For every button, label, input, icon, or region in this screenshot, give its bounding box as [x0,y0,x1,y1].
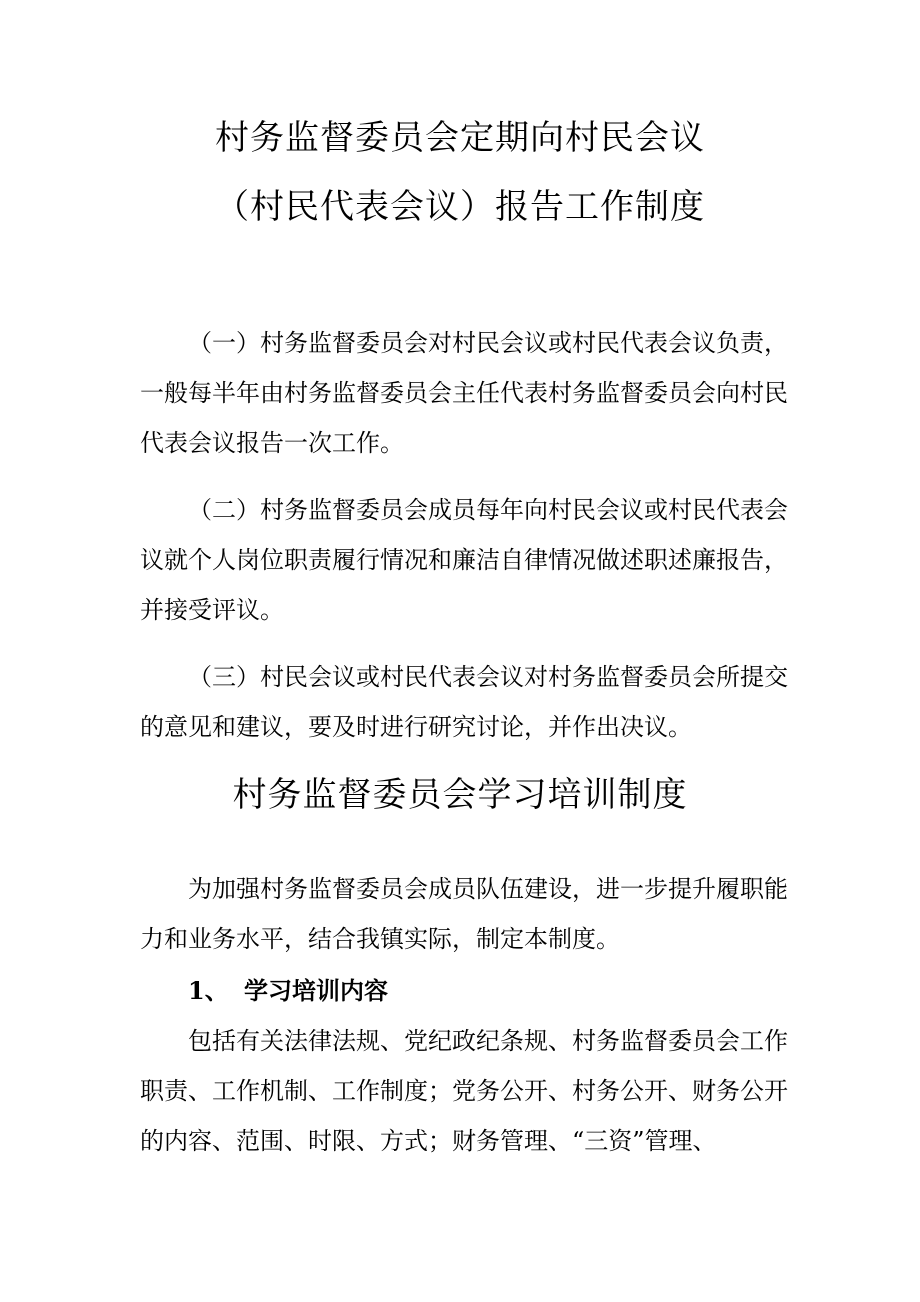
section-heading-label: 学习培训内容 [244,976,388,1005]
intro-paragraph: 为加强村务监督委员会成员队伍建设，进一步提升履职能力和业务水平，结合我镇实际，制定本制度。 [140,875,788,953]
section-heading-training-content [188,966,388,1016]
paragraph-two: （二）村务监督委员会成员每年向村民会议或村民代表会议就个人岗位职责履行情况和廉洁自律情况做述职述廉报告，并接受评议。 [140,496,788,624]
section-title-training: 村务监督委员会学习培训制度 [232,775,688,815]
document-title-line-2: （村民代表会议）报告工作制度 [215,187,705,227]
training-content-paragraph: 包括有关法律法规、党纪政纪条规、村务监督委员会工作职责、工作机制、工作制度；党务公开、村务公开、财务公开的内容、范围、时限、方式；财务管理、“三资”管理、 [140,1027,788,1155]
section-number: 1、 [188,976,229,1005]
document-title-line-1: 村务监督委员会定期向村民会议 [215,118,705,158]
paragraph-three: （三）村民会议或村民代表会议对村务监督委员会所提交的意见和建议，要及时进行研究讨论，并作出决议。 [140,663,788,741]
paragraph-one: （一）村务监督委员会对村民会议或村民代表会议负责，一般每半年由村务监督委员会主任代表村务监督委员会向村民代表会议报告一次工作。 [140,329,788,457]
